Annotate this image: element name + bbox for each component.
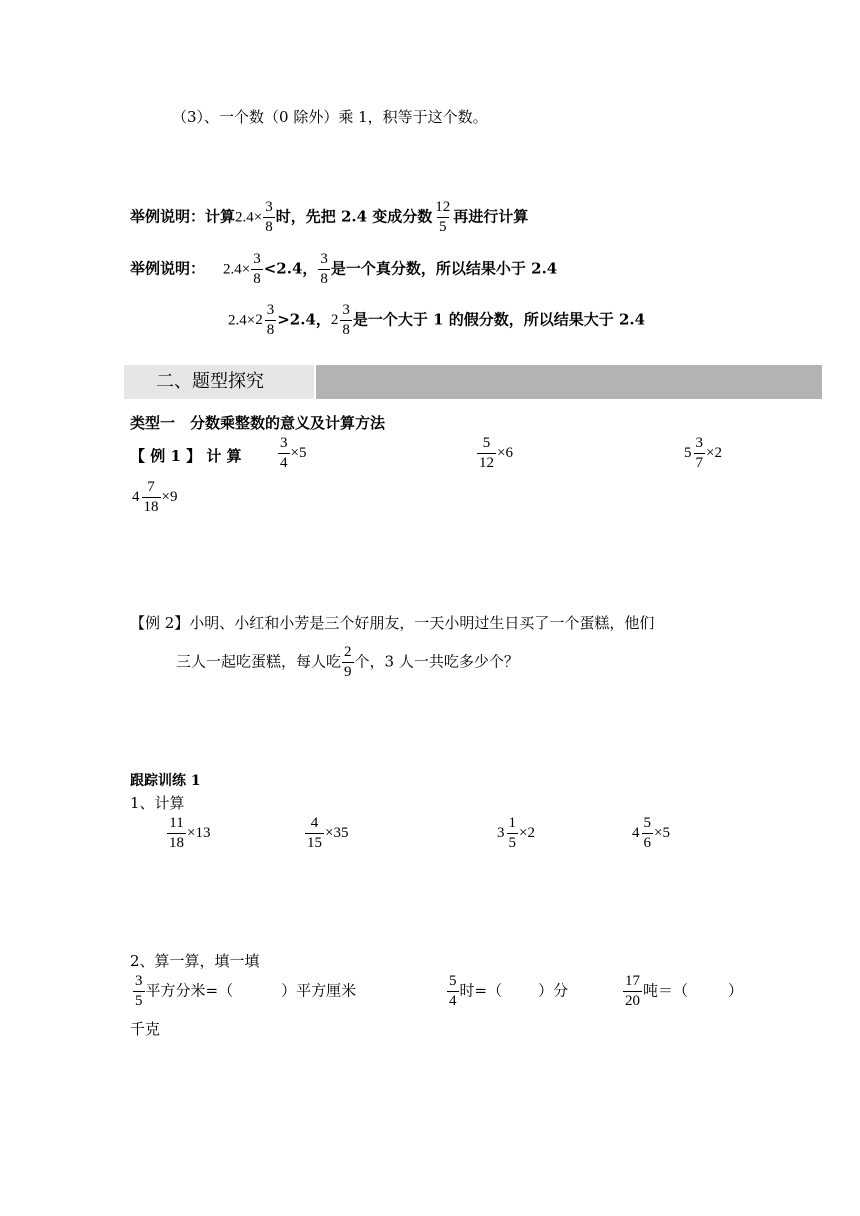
type-1-heading: 类型一 分数乘整数的意义及计算方法 xyxy=(130,414,386,432)
example-1-label: 【 例 1 】 计 算 xyxy=(130,447,242,465)
example-explanation-1: 举例说明：计算2.4× $\frac{3}{8}$ 时，先把 2.4 变成分数 $\frac{12}{5}$ 再进行计算 xyxy=(130,199,529,235)
rule-3-text: （3）、一个数（0 除外）乘 1，积等于这个数。 xyxy=(172,108,488,126)
training-q1-label: 1、计算 xyxy=(130,794,185,812)
example-explanation-2: 举例说明： 2.4× $\frac{3}{8}$ <2.4， $\frac{3}{8}$ 是一个真分数，所以结果小于 2.4 xyxy=(130,251,558,287)
fraction: $\frac{3}{8}$ xyxy=(265,199,273,235)
section-header-bar xyxy=(124,365,822,399)
mixed-number: 2 $\frac{3}{8}$ xyxy=(255,302,275,338)
example-2-line-2: 三人一起吃蛋糕，每人吃 $\frac{2}{9}$ 个，3 人一共吃多少个？ xyxy=(176,644,519,680)
example-1-expr-4: 4 $\frac{7}{18}$ ×9 xyxy=(132,479,178,515)
fraction: $\frac{3}{8}$ xyxy=(253,251,261,287)
training-q1-expr-3: 3 $\frac{1}{5}$ ×2 xyxy=(497,815,535,851)
training-q2-tail: 千克 xyxy=(130,1020,161,1038)
training-q2-label: 2、算一算，填一填 xyxy=(130,952,260,970)
example-2-line-1: 【例 2】小明、小红和小芳是三个好朋友，一天小明过生日买了一个蛋糕，他们 xyxy=(130,614,655,632)
training-q2-item-2: $\frac{5}{4}$ 时=（ ）分 xyxy=(449,973,569,1009)
training-heading: 跟踪训练 1 xyxy=(130,773,201,789)
fraction: $\frac{12}{5}$ xyxy=(435,199,451,235)
training-q2-item-3: $\frac{17}{20}$ 吨＝（ ） xyxy=(625,973,744,1009)
training-q1-expr-2: $\frac{4}{15}$ ×35 xyxy=(307,815,349,851)
section-title: 二、题型探究 xyxy=(124,365,314,399)
training-q1-expr-1: $\frac{11}{18}$ ×13 xyxy=(169,815,211,851)
example-explanation-3: 2.4× 2 $\frac{3}{8}$ >2.4， 2 $\frac{3}{8}$ 是一个大于 1 的假分数，所以结果大于 2.4 xyxy=(228,302,646,338)
training-q2-item-1: $\frac{3}{5}$ 平方分米=（ ）平方厘米 xyxy=(135,973,357,1009)
training-q1-expr-4: 4 $\frac{5}{6}$ ×5 xyxy=(632,815,670,851)
example-1-expr-2: $\frac{5}{12}$ ×6 xyxy=(479,435,513,471)
fraction: $\frac{3}{8}$ xyxy=(320,251,328,287)
section-bar-fill xyxy=(316,365,822,399)
example-1-expr-1: $\frac{3}{4}$ ×5 xyxy=(280,435,307,471)
mixed-number: 2 $\frac{3}{8}$ xyxy=(330,302,350,338)
example-1-expr-3: 5 $\frac{3}{7}$ ×2 xyxy=(684,435,722,471)
